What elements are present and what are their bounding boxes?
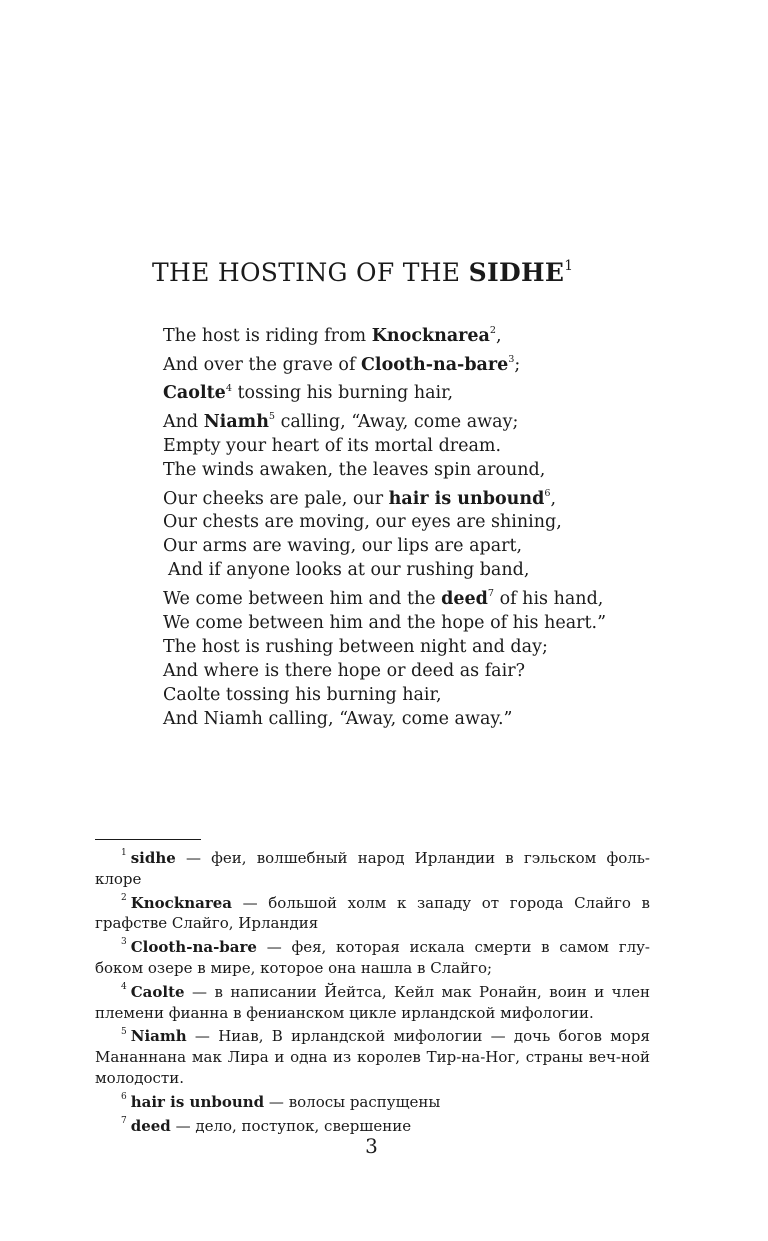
poem-line: We come between him and the deed$^7$ of his hand, — [163, 588, 604, 610]
footnote: $^6$ hair is unbound — волосы распущены — [121, 1091, 441, 1111]
footnote-ref: 6 — [544, 487, 551, 499]
poem-line: Caolte tossing his burning hair, — [163, 684, 442, 705]
footnote: $^1$ sidhe — феи, волшебный народ Ирландии в гэльском фоль-клоре — [95, 848, 650, 888]
poem-line: And Niamh calling, “Away, come away.” — [163, 708, 513, 729]
poem-line: And if anyone looks at our rushing band, — [168, 560, 530, 581]
footnote: $^4$ Caolte — в написании Йейтса, Кейл мак Ронайн, воин и член племени фианна в фенианском цикле ирландской мифологии. — [95, 981, 650, 1022]
poem-line: And where is there hope or deed as fair? — [163, 660, 525, 681]
poem-line: Our chests are moving, our eyes are shining, — [163, 512, 562, 533]
title-note-ref: 1 — [564, 258, 574, 275]
poem-line: Caolte$^4$ tossing his burning hair, — [163, 382, 454, 404]
footnote: $^5$ Niamh — Ниав, В ирландской мифологии — дочь богов моря Мананнана мак Лира и одна из королев Тир-на-Ног, страны веч-ной молодости. — [95, 1026, 650, 1087]
footnote: $^2$ Knocknarea — большой холм к западу от города Слайго в графстве Слайго, Ирландия — [95, 892, 650, 933]
poem-line: And Niamh$^5$ calling, “Away, come away; — [163, 411, 519, 433]
footnote: $^3$ Clooth-na-bare — фея, которая искала смерти в самом глу-боком озере в мире, которое она нашла в Слайго; — [95, 937, 650, 977]
page-number: 3 — [365, 1134, 378, 1158]
poem-line: The winds awaken, the leaves spin around, — [163, 459, 546, 480]
poem-line: And over the grave of Clooth-na-bare$^3$; — [163, 353, 521, 375]
poem-line: Empty your heart of its mortal dream. — [163, 435, 502, 456]
poem-line: Our cheeks are pale, our hair is unbound$^6$, — [163, 487, 557, 509]
title-bold: SIDHE — [468, 258, 565, 287]
footnote-ref: 5 — [268, 411, 276, 423]
footnote-ref: 7 — [487, 588, 495, 600]
footnote-ref: 3 — [508, 353, 515, 365]
poem-line: We come between him and the hope of his heart.” — [163, 612, 607, 633]
footnote-ref: 4 — [225, 382, 232, 394]
title-text: THE HOSTING OF THE — [152, 258, 469, 287]
poem-line: Our arms are waving, our lips are apart, — [163, 536, 523, 557]
footnotes — [95, 845, 650, 1136]
poem-line: The host is riding from Knocknarea$^2$, — [163, 325, 502, 346]
poem-body — [163, 320, 606, 731]
poem-line: The host is rushing between night and day; — [163, 636, 548, 657]
footnote: $^7$ deed — дело, поступок, свершение — [121, 1115, 412, 1135]
poem-title — [152, 258, 573, 287]
footnote-ref: 2 — [489, 325, 496, 337]
footnote-divider — [95, 839, 201, 840]
